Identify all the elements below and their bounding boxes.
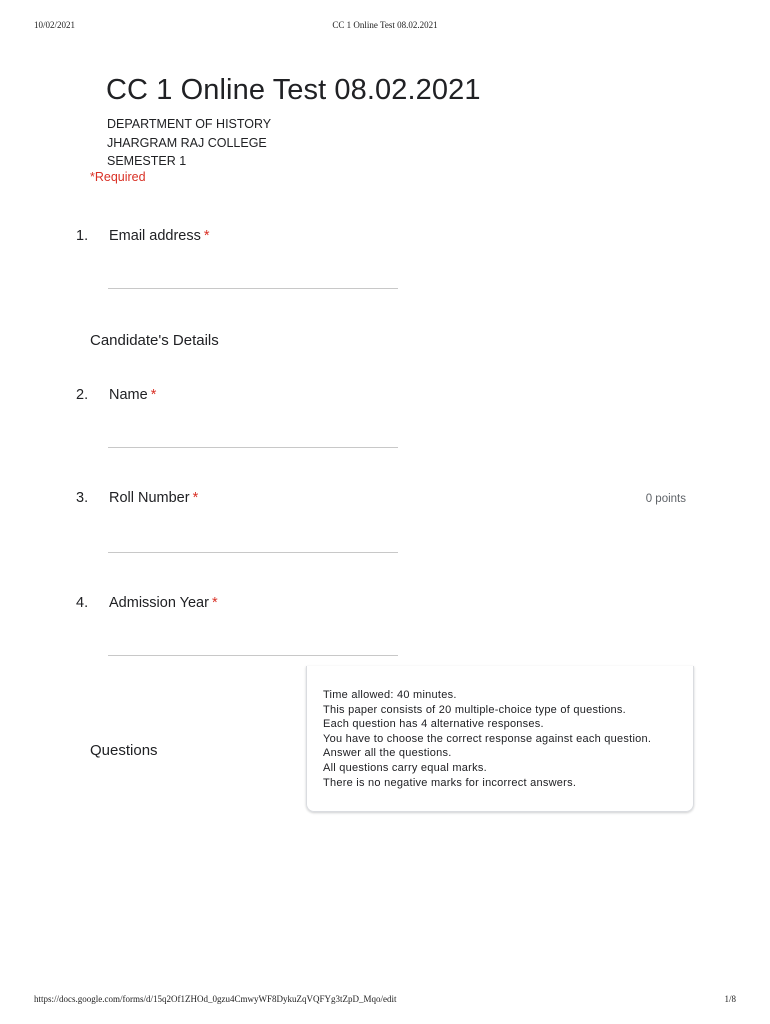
page-number: 1/8 (724, 994, 736, 1004)
instruction-line: Each question has 4 alternative responses. (323, 718, 544, 731)
description-line-semester: SEMESTER 1 (107, 154, 187, 168)
section-title-questions: Questions (90, 742, 158, 759)
question-number: 2. (76, 387, 89, 403)
question-number: 1. (76, 228, 89, 244)
name-field[interactable] (108, 447, 398, 448)
instruction-line: There is no negative marks for incorrect answers. (323, 776, 577, 789)
question-label: Roll Number * (109, 490, 199, 506)
question-number: 3. (76, 490, 89, 506)
page-url: https://docs.google.com/forms/d/15q2Of1ZHOd_0gzu4CmwyWF8DykuZqVQFYg3tZpD_Mqo/edit (34, 994, 397, 1004)
section-title-candidate: Candidate's Details (90, 332, 219, 349)
print-title: CC 1 Online Test 08.02.2021 (332, 20, 438, 30)
points-label: 0 points (645, 493, 686, 505)
required-asterisk: * (203, 228, 210, 244)
print-header (34, 20, 736, 32)
instruction-line: This paper consists of 20 multiple-choice type of questions. (323, 703, 626, 716)
instruction-line: You have to choose the correct response against each question. (323, 732, 652, 745)
required-note: *Required (90, 170, 146, 184)
question-label: Email address * (109, 228, 210, 244)
instruction-line: All questions carry equal marks. (323, 761, 487, 774)
required-asterisk: * (192, 490, 199, 506)
print-footer (34, 994, 736, 1006)
admission-year-field[interactable] (108, 655, 398, 656)
form-description (107, 115, 271, 171)
instruction-line: Answer all the questions. (323, 747, 452, 760)
required-asterisk: * (150, 387, 157, 403)
question-label: Name * (109, 387, 157, 403)
instructions-box (306, 666, 694, 812)
email-field[interactable] (108, 288, 398, 289)
roll-number-field[interactable] (108, 552, 398, 553)
form-title: CC 1 Online Test 08.02.2021 (106, 74, 481, 106)
question-label: Admission Year * (109, 595, 218, 611)
description-line-department: DEPARTMENT OF HISTORY (107, 117, 272, 131)
required-asterisk: * (211, 595, 218, 611)
print-date: 10/02/2021 (34, 20, 76, 30)
description-line-college: JHARGRAM RAJ COLLEGE (107, 135, 267, 150)
instruction-line: Time allowed: 40 minutes. (323, 689, 457, 701)
question-number: 4. (76, 595, 89, 611)
